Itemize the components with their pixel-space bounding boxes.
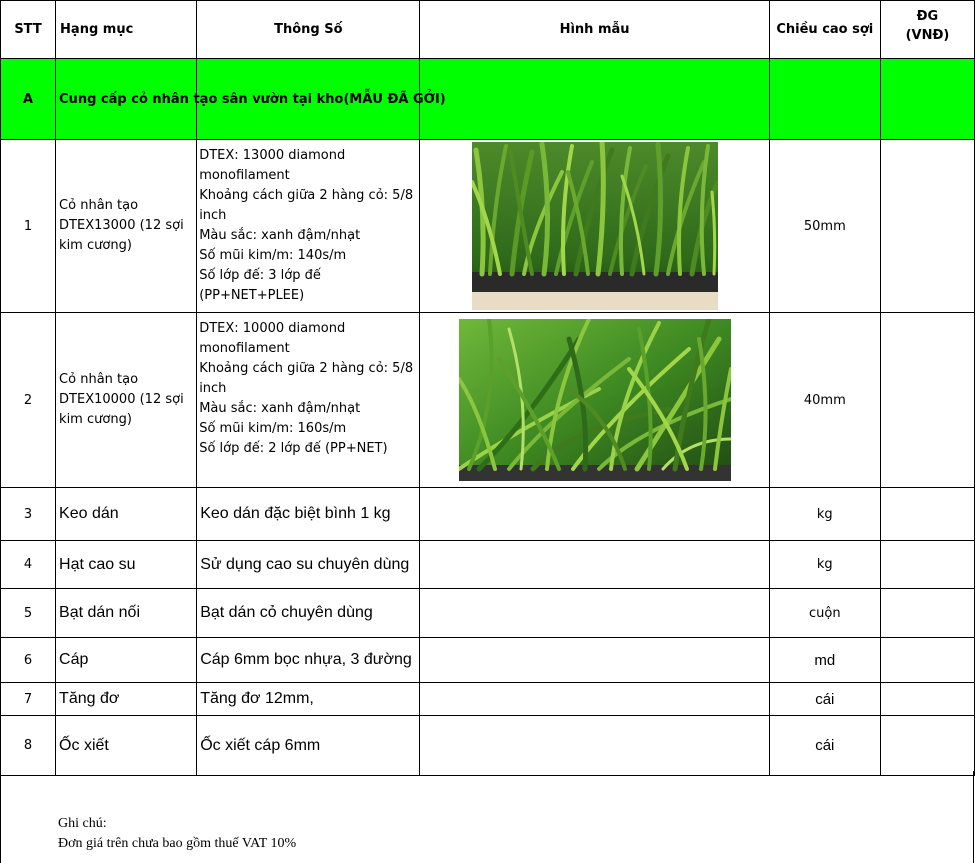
row-item-name: Cáp <box>56 638 197 683</box>
row-price <box>880 589 974 638</box>
row-item-name: Hạt cao su <box>56 541 197 589</box>
spec-line: DTEX: 10000 diamond <box>199 321 346 336</box>
row-unit: kg <box>769 488 880 541</box>
row-item-name: Ốc xiết <box>56 716 197 776</box>
row-item-name <box>56 313 197 488</box>
section-empty-6 <box>880 59 974 140</box>
section-title-cell <box>56 59 446 140</box>
name-line: DTEX13000 (12 sợi <box>59 218 184 233</box>
row-spec: Bạt dán cỏ chuyên dùng <box>197 589 420 638</box>
row-item-name: Bạt dán nối <box>56 589 197 638</box>
spec-line: Số mũi kim/m: 140s/m <box>199 248 347 263</box>
row-spec: Ốc xiết cáp 6mm <box>197 716 420 776</box>
table-row <box>1 313 975 488</box>
footnote <box>58 814 296 854</box>
row-unit: cái <box>769 683 880 716</box>
row-stt: 8 <box>1 716 56 776</box>
row-price <box>880 313 974 488</box>
row-spec: Tăng đơ 12mm, <box>197 683 420 716</box>
grass-photo-2-icon <box>459 319 731 481</box>
header-dg <box>880 1 974 59</box>
header-hang-muc: Hạng mục <box>56 1 197 59</box>
spec-line: Màu sắc: xanh đậm/nhạt <box>199 228 361 243</box>
spec-line: inch <box>199 208 227 223</box>
spec-line: monofilament <box>199 341 290 356</box>
row-unit: cuộn <box>769 589 880 638</box>
row-sample-image-cell <box>420 541 769 589</box>
spec-line: monofilament <box>199 168 290 183</box>
section-title: Cung cấp cỏ nhân tạo sân vườn tại kho(MẪU ĐÃ GỞI) <box>59 91 446 107</box>
row-price <box>880 140 974 313</box>
header-dg-line2: (VNĐ) <box>905 28 950 43</box>
row-sample-image-cell <box>420 638 769 683</box>
section-empty-5 <box>769 59 880 140</box>
row-stt: 3 <box>1 488 56 541</box>
spec-line: Khoảng cách giữa 2 hàng cỏ: 5/8 <box>199 188 414 203</box>
header-chieu-cao: Chiều cao sợi <box>769 1 880 59</box>
row-height: 40mm <box>769 313 880 488</box>
name-line: kim cương) <box>59 238 132 253</box>
row-price <box>880 488 974 541</box>
table-row <box>1 140 975 313</box>
row-stt: 5 <box>1 589 56 638</box>
row-stt: 4 <box>1 541 56 589</box>
header-hinh-mau: Hình mẫu <box>420 1 769 59</box>
spec-line: Số lớp đế: 3 lớp đế (PP+NET+PLEE) <box>199 268 321 303</box>
header-thong-so: Thông Số <box>197 1 420 59</box>
row-sample-image-cell <box>420 488 769 541</box>
row-price <box>880 716 974 776</box>
row-spec: Keo dán đặc biệt bình 1 kg <box>197 488 420 541</box>
row-stt: 7 <box>1 683 56 716</box>
name-line: kim cương) <box>59 412 132 427</box>
spec-line: Số lớp đế: 2 lớp đế (PP+NET) <box>199 441 388 456</box>
row-stt: 2 <box>1 313 56 488</box>
artificial-grass-photo-2 <box>459 319 731 481</box>
spec-line: Số mũi kim/m: 160s/m <box>199 421 347 436</box>
row-price <box>880 638 974 683</box>
note-text: Đơn giá trên chưa bao gồm thuế VAT 10% <box>58 836 297 851</box>
header-row <box>1 1 975 59</box>
spec-line: Khoảng cách giữa 2 hàng cỏ: 5/8 <box>199 361 414 376</box>
grass-photo-1-icon <box>472 142 718 310</box>
row-price <box>880 541 974 589</box>
row-sample-image-cell <box>420 589 769 638</box>
section-code: A <box>1 59 56 140</box>
row-sample-image-cell <box>420 313 769 488</box>
row-sample-image-cell <box>420 716 769 776</box>
row-price <box>880 683 974 716</box>
table-row <box>1 589 975 638</box>
row-sample-image-cell <box>420 140 769 313</box>
table-row <box>1 488 975 541</box>
header-stt: STT <box>1 1 56 59</box>
row-stt: 6 <box>1 638 56 683</box>
section-row <box>1 59 975 140</box>
name-line: DTEX10000 (12 sợi <box>59 392 184 407</box>
row-unit: kg <box>769 541 880 589</box>
row-sample-image-cell <box>420 683 769 716</box>
row-item-name: Tăng đơ <box>56 683 197 716</box>
spec-line: DTEX: 13000 diamond <box>199 148 346 163</box>
table-row <box>1 541 975 589</box>
row-spec <box>197 140 420 313</box>
row-stt: 1 <box>1 140 56 313</box>
row-unit: cái <box>769 716 880 776</box>
row-spec: Cáp 6mm bọc nhựa, 3 đường <box>197 638 420 683</box>
row-spec <box>197 313 420 488</box>
row-spec: Sử dụng cao su chuyên dùng <box>197 541 420 589</box>
sheet-border-left <box>0 771 1 863</box>
row-item-name <box>56 140 197 313</box>
note-label: Ghi chú: <box>58 816 107 831</box>
sheet-border-right <box>973 771 974 863</box>
name-line: Cỏ nhân tạo <box>59 372 139 387</box>
name-line: Cỏ nhân tạo <box>59 198 139 213</box>
spec-line: inch <box>199 381 227 396</box>
row-height: 50mm <box>769 140 880 313</box>
table-row <box>1 716 975 776</box>
spec-line: Màu sắc: xanh đậm/nhạt <box>199 401 361 416</box>
header-dg-line1: ĐG <box>916 9 939 24</box>
table-row <box>1 638 975 683</box>
row-item-name: Keo dán <box>56 488 197 541</box>
table-row <box>1 683 975 716</box>
artificial-grass-photo-1 <box>472 142 718 310</box>
section-empty-4 <box>420 59 769 140</box>
row-unit: md <box>769 638 880 683</box>
